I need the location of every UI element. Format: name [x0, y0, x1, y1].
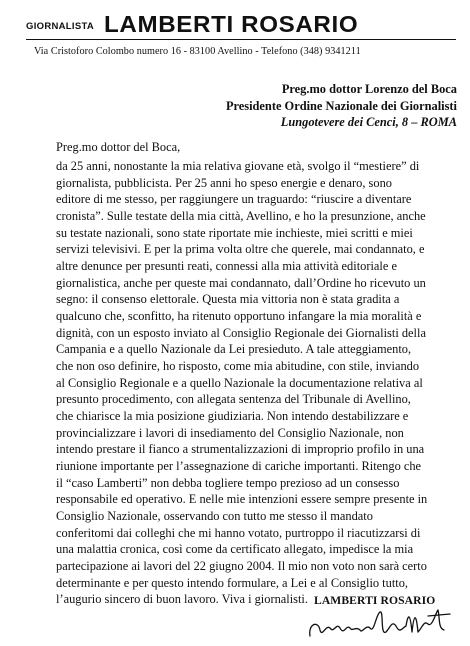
- body-line: Campania e a quello Nazionale da Lei presieduto. A tale atteggiamento,: [56, 342, 412, 357]
- body-line: provincializzare i lavori di insediamento del Consiglio Nazionale, non: [56, 425, 404, 440]
- body-line: qualcuno che, sconfitto, ha ritenuto opportuno infangare la mia moralità e: [56, 309, 422, 324]
- letterhead-name: LAMBERTI ROSARIO: [104, 11, 359, 37]
- body-line: conferitomi dai colleghi che mi hanno votato, purtroppo il riacutizzarsi di: [56, 525, 421, 540]
- body-line: Consiglio Nazionale, osservando con tutto me stesso il mandato: [56, 509, 373, 524]
- recipient-address: Lungotevere dei Cenci, 8 – ROMA: [280, 115, 457, 129]
- body-line: una malattia cronica, così come da certificato allegato, impedisce la mia: [56, 542, 414, 557]
- body-line: da 25 anni, nonostante la mia relativa giovane età, svolgo il “mestiere” di: [56, 159, 420, 173]
- handwritten-signature: [304, 606, 454, 644]
- body-line: servizi televisivi. E per la prima volta oltre che querele, mai condannato, e: [56, 242, 425, 257]
- recipient-block: [226, 81, 457, 131]
- letter-body: [56, 158, 466, 608]
- recipient-name: Preg.mo dottor Lorenzo del Boca: [281, 82, 457, 96]
- body-line: intendo prestare il fianco a strumentalizzazioni di improprio profilo in una: [56, 442, 425, 457]
- body-line: giornalistica, anche per queste mai condannato, dall’Ordine ho ricevuto un: [56, 275, 426, 290]
- body-line: determinante e per questo intendo formulare, a Lei e al Consiglio tutto,: [56, 575, 408, 590]
- body-line: editore di me stesso, per raggiungere un traguardo: “riuscire a diventare: [56, 192, 412, 207]
- body-line: responsabile ed operativo. E nelle mie intenzioni essere sempre presente in: [56, 492, 428, 507]
- body-line: il “caso Lamberti” non debba togliere tempo prezioso ad un consesso: [56, 475, 400, 490]
- recipient-title: Presidente Ordine Nazionale dei Giornalisti: [225, 98, 457, 113]
- body-line: che chiarisce la mia posizione giudiziaria. Non intendo destabilizzare e: [56, 409, 409, 424]
- body-line: dignità, con un esposto inviato al Consiglio Regionale dei Giornalisti della: [56, 325, 426, 340]
- body-line: riunione importante per l’assegnazione di cariche importanti. Ritengo che: [56, 459, 422, 474]
- body-line: l’augurio sincero di buon lavoro. Viva i giornalisti.: [56, 592, 308, 607]
- body-line: partecipazione ai lavori del 22 giugno 2004. Il mio non voto non sarà certo: [56, 559, 427, 574]
- body-line: presunto procedimento, con allegata sentenza del Tribunale di Avellino,: [56, 392, 411, 407]
- body-line: che non oso definire, ho risposto, come mia abitudine, con stile, inviando: [56, 359, 420, 374]
- letterhead-divider: [26, 39, 456, 40]
- body-line: su testate nazionali, sono state riportate mie inchieste, miei scritti e miei: [56, 225, 413, 240]
- body-line: cronista”. Sulle testate della mia città, Avellino, e ho la presunzione, anche: [56, 209, 426, 224]
- salutation: Preg.mo dottor del Boca,: [56, 140, 181, 154]
- letterhead: [26, 11, 359, 38]
- body-line: altre denunce per presunti reati, connessi alla mia attività editoriale e: [56, 259, 397, 274]
- body-line: al Consiglio Regionale e a quello Nazionale la documentazione relativa al: [56, 375, 423, 390]
- body-line: giornalista, pubblicista. Per 25 anni ho speso energie e denaro, sono: [56, 175, 392, 190]
- letterhead-address: Via Cristoforo Colombo numero 16 - 83100 Avellino - Telefono (348) 9341211: [34, 46, 361, 57]
- body-line: segno: il consenso elettorale. Questa mia vittoria non è stata gradita a: [56, 292, 400, 307]
- letterhead-role: GIORNALISTA: [26, 21, 95, 32]
- signature-name: LAMBERTI ROSARIO: [314, 594, 436, 607]
